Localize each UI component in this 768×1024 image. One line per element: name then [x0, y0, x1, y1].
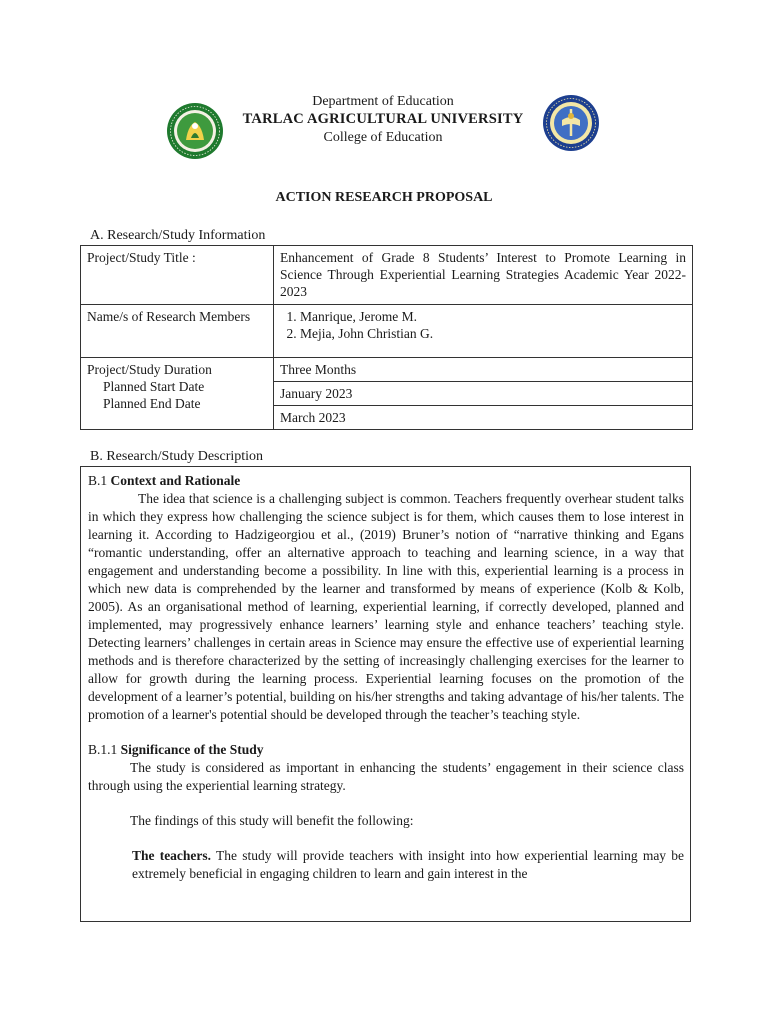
research-info-table [80, 245, 693, 430]
project-title-value: Enhancement of Grade 8 Students’ Interest to Promote Learning in Science Through Experiential Learning Strategies Academic Year 2022-2023 [274, 246, 693, 305]
duration-labels [81, 358, 274, 430]
end-date-value: March 2023 [274, 406, 693, 430]
end-date-label: Planned End Date [103, 396, 201, 411]
b1-heading [88, 472, 684, 490]
teachers-benefit-paragraph [88, 847, 684, 883]
university-seal-icon [166, 102, 224, 160]
b1-title: Context and Rationale [110, 473, 241, 488]
document-title: ACTION RESEARCH PROPOSAL [275, 190, 493, 205]
table-row [81, 246, 693, 305]
start-date-value: January 2023 [274, 382, 693, 406]
teachers-label: The teachers. [132, 848, 212, 863]
b11-title: Significance of the Study [120, 742, 264, 757]
members-list [280, 308, 686, 342]
members-label: Name/s of Research Members [81, 305, 274, 358]
context-paragraph: The idea that science is a challenging subject is common. Teachers frequently overhear student talks in which they express how challenging the science subject is for them, which causes them to lose interest in learning it. According to Hadzigeorgiou et al., (2019) Bruner’s notion of “narrative thinking and Egans “romantic understanding, offer an alternative approach to teaching and learning science, in a way that engagement and understanding become a possibility. In line with this, experiential learning is a process in which new data is comprehended by the learner and transformed by means of experience (Kolb & Kolb, 2005). As an organisational method of learning, experiential learning, if correctly developed, planned and implemented, may progressively enhance learners’ learning style and enhance teachers’ teaching style. Detecting learners’ challenges in certain areas in Science may ensure the effective use of experiential learning methods and is therefore characterized by the setting of increasingly challenging exercises for the learner to allow for growth during the learning process. Experiential learning focuses on the promotion of the development of a learner’s potential, building on his/her strengths and taking advantage of his/her talents. The promotion of a learner's potential should be developed through the teacher’s teaching style. [88, 491, 684, 722]
project-title-label: Project/Study Title : [81, 246, 274, 305]
letterhead [0, 92, 768, 162]
section-a-label: A. Research/Study Information [90, 228, 266, 243]
start-date-label: Planned Start Date [103, 379, 205, 394]
findings-paragraph: The findings of this study will benefit the following: [130, 813, 414, 828]
duration-label: Project/Study Duration [87, 362, 212, 377]
section-b-label: B. Research/Study Description [90, 449, 264, 464]
university-name: TARLAC AGRICULTURAL UNIVERSITY [242, 111, 524, 127]
table-row [81, 305, 693, 358]
b11-number: B.1.1 [88, 742, 118, 757]
list-item: 1. Manrique, Jerome M. [300, 308, 686, 325]
college-name: College of Education [323, 130, 443, 145]
teachers-text: The study will provide teachers with insight into how experiential learning may be extremely beneficial in engaging children to learn and gain interest in the [132, 848, 684, 881]
list-item: 2. Mejia, John Christian G. [300, 325, 686, 342]
college-of-education-seal-icon [542, 94, 600, 152]
research-description-box [80, 466, 691, 922]
significance-paragraph: The study is considered as important in enhancing the students’ engagement in their science class through using the experiential learning strategy. [88, 760, 684, 793]
department-name: Department of Education [312, 94, 454, 109]
duration-value: Three Months [274, 358, 693, 382]
members-cell [274, 305, 693, 358]
b11-heading [88, 741, 684, 759]
table-row [81, 358, 693, 382]
b1-number: B.1 [88, 473, 108, 488]
